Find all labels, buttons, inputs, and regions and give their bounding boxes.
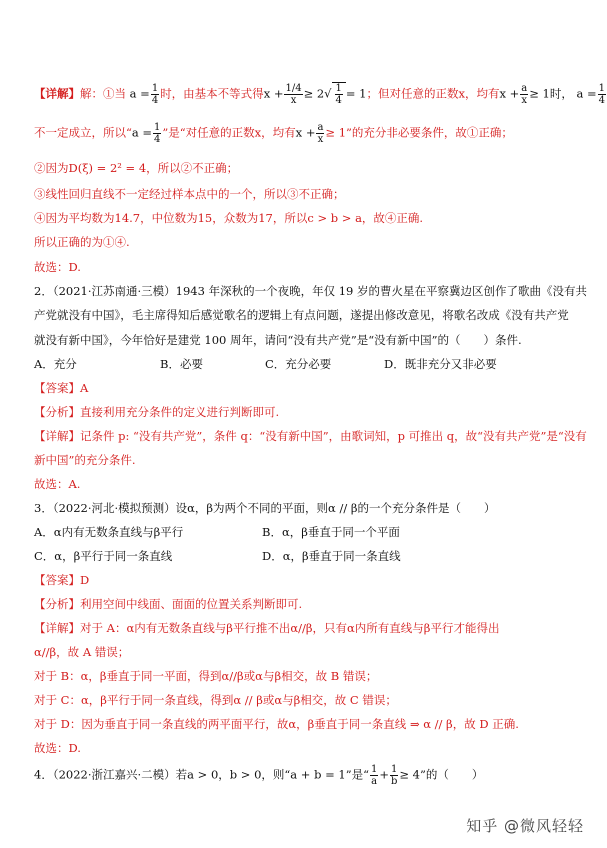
detail-2-line-2: 新中国”的充分条件.: [34, 453, 136, 467]
question-2-line-3: 就没有新中国》，今年恰好是建党 100 周年，请问“没有共产党”是“没有新中国”的（ ）条件.: [34, 333, 522, 347]
question-2-line-1: 2．（2021·江苏南通·三模）1943 年深秋的一个夜晚，年仅 19 岁的曹火星在平察冀边区创作了歌曲《没有共: [34, 284, 588, 298]
fraction: $\frac{1}{4}$: [154, 122, 161, 145]
detail-line-3: ②因为D(ξ) = 2² = 4，所以②不正确；: [34, 161, 239, 175]
fraction: $\frac{1}{4}$: [151, 83, 159, 106]
detail-line-2: 不一定成立，所以“a = $\frac{1}{4}$ ”是“对任意的正数x，均有x + $\frac{a}{x}$ ≥ 1”的充分非必要条件，故①正确；: [34, 122, 513, 145]
question-3-line-1: 3．（2022·河北·模拟预测）设α，β为两个不同的平面，则α // β的一个充分条件是（ ）: [34, 501, 496, 515]
option-a: A．充分: [34, 357, 77, 371]
detail-line-1: 【详解】解：①当 a = $\frac{1}{4}$ 时，由基本不等式得x + $\frac{1/4}{x}$ ≥ 2√ $\frac{1}{4}$ = 1；但对任意的正数x，均有x + $\frac{a}{x}$ ≥ 1时， a = $\frac{1}{4}$: [34, 83, 606, 106]
detail-3-d: 对于 D：因为垂直于同一条直线的两平面平行，故α，β垂直于同一条直线 ⇒ α // β，故 D 正确.: [34, 717, 519, 731]
detail-3-line-2: α//β，故 A 错误；: [34, 645, 130, 659]
select-3: 故选：D.: [34, 741, 81, 755]
option-a: A．α内有无数条直线与β平行: [34, 525, 184, 539]
option-d: D．既非充分又非必要: [384, 357, 497, 371]
answer-2: 【答案】A: [34, 381, 89, 395]
detail-line-5: ④因为平均数为14.7，中位数为15，众数为17，所以c > b > a，故④正确.: [34, 211, 424, 225]
fraction: $\frac{1}{b}$: [390, 764, 398, 787]
question-4-line-1: 4．（2022·浙江嘉兴·二模）若a > 0，b > 0，则“a + b = 1”是“ $\frac{1}{a}$ + $\frac{1}{b}$ ≥ 4”的（ ）: [34, 764, 484, 787]
detail-3-line-1: 【详解】对于 A：α内有无数条直线与β平行推不出α//β，只有α内所有直线与β平行才能得出: [34, 621, 500, 635]
question-2-line-2: 产党就没有中国》，毛主席得知后感觉歌名的逻辑上有点问题，遂提出修改意见，将歌名改成《没有共产党: [34, 308, 569, 322]
fraction: $\frac{1}{4}$: [598, 83, 606, 106]
analysis-2: 【分析】直接利用充分条件的定义进行判断即可.: [34, 405, 280, 419]
detail-line-6: 所以正确的为①④.: [34, 235, 130, 249]
option-b: B．必要: [160, 357, 203, 371]
watermark: 知乎 @微风轻轻: [466, 817, 584, 835]
sqrt: $\frac{1}{4}$: [332, 82, 346, 106]
option-c: C．充分必要: [265, 357, 332, 371]
detail-3-c: 对于 C：α，β平行于同一条直线，得到α // β或α与β相交，故 C 错误；: [34, 693, 397, 707]
analysis-3: 【分析】利用空间中线面、面面的位置关系判断即可.: [34, 597, 303, 611]
fraction: $\frac{a}{x}$: [521, 83, 528, 106]
select-line: 故选：D.: [34, 260, 81, 274]
option-d: D．α，β垂直于同一条直线: [262, 549, 401, 563]
detail-2-line-1: 【详解】记条件 p: “没有共产党”，条件 q：“没有新中国”，由歌词知，p 可推出 q，故“没有共产党”是“没有: [34, 429, 587, 443]
select-2: 故选：A.: [34, 477, 81, 491]
option-c: C．α，β平行于同一条直线: [34, 549, 173, 563]
answer-3: 【答案】D: [34, 573, 90, 587]
fraction: $\frac{1/4}{x}$: [285, 83, 302, 106]
detail-line-4: ③线性回归直线不一定经过样本点中的一个，所以③不正确；: [34, 187, 345, 201]
fraction: $\frac{1}{a}$: [370, 764, 378, 787]
detail-3-b: 对于 B：α，β垂直于同一平面，得到α//β或α与β相交，故 B 错误；: [34, 669, 378, 683]
detail-tag: 【详解】: [34, 86, 80, 101]
option-b: B．α，β垂直于同一个平面: [262, 525, 400, 539]
fraction: $\frac{a}{x}$: [317, 122, 324, 145]
